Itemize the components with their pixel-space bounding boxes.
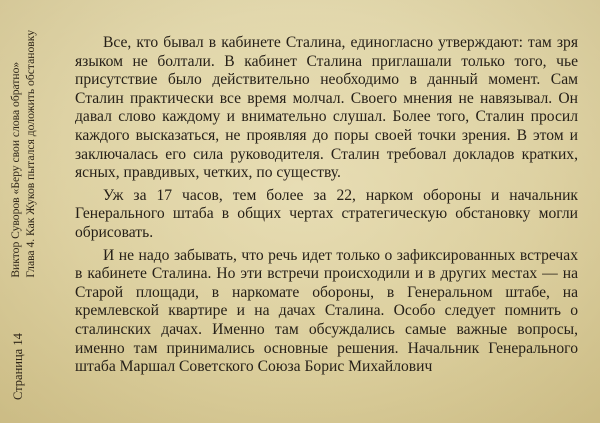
page-number: Страница 14 — [11, 333, 25, 400]
book-meta — [8, 30, 58, 278]
book-title: Виктор Суворов «Беру свои слова обратно» — [9, 61, 22, 278]
paragraph-2: Уж за 17 часов, тем более за 22, нарком обороны и начальник Генерального штаба в общих чертах стратегическую обстановку могли обрисовать. — [75, 186, 578, 241]
paragraph-3: И не надо забывать, что речь идет только о зафиксированных встречах в кабинете Сталина. Но эти встречи происходили и в других местах — на Старой площади, в наркомате обороны, в Генеральном штабе, на кремлевской квартире и на дачах Сталина. Особо следует помнить о сталинских дачах. Именно там обсуждались самые важные вопросы, именно там принимались основные решения. Начальник Генерального штаба Маршал Советского Союза Борис Михайлович — [75, 246, 578, 376]
sidebar-rotated-block — [6, 30, 58, 400]
paragraph-1: Все, кто бывал в кабинете Сталина, единогласно утверждают: там зря языком не болтали. В кабинет Сталина приглашали только того, чье присутствие было действительно необходимо в данный момент. Сам Сталин практически все время молчал. Своего мнения не навязывал. Он давал слово каждому и внимательно слушал. Более того, Сталин просил каждого высказаться, не проявляя до поры своей точки зрения. В этом и заключалась его сила руководителя. Сталин требовал докладов кратких, ясных, правдивых, четких, по существу. — [75, 34, 578, 182]
chapter-title: Глава 4. Как Жуков пытался доложить обстановку — [24, 30, 37, 278]
page-sidebar — [6, 30, 58, 400]
page-body — [75, 34, 578, 381]
